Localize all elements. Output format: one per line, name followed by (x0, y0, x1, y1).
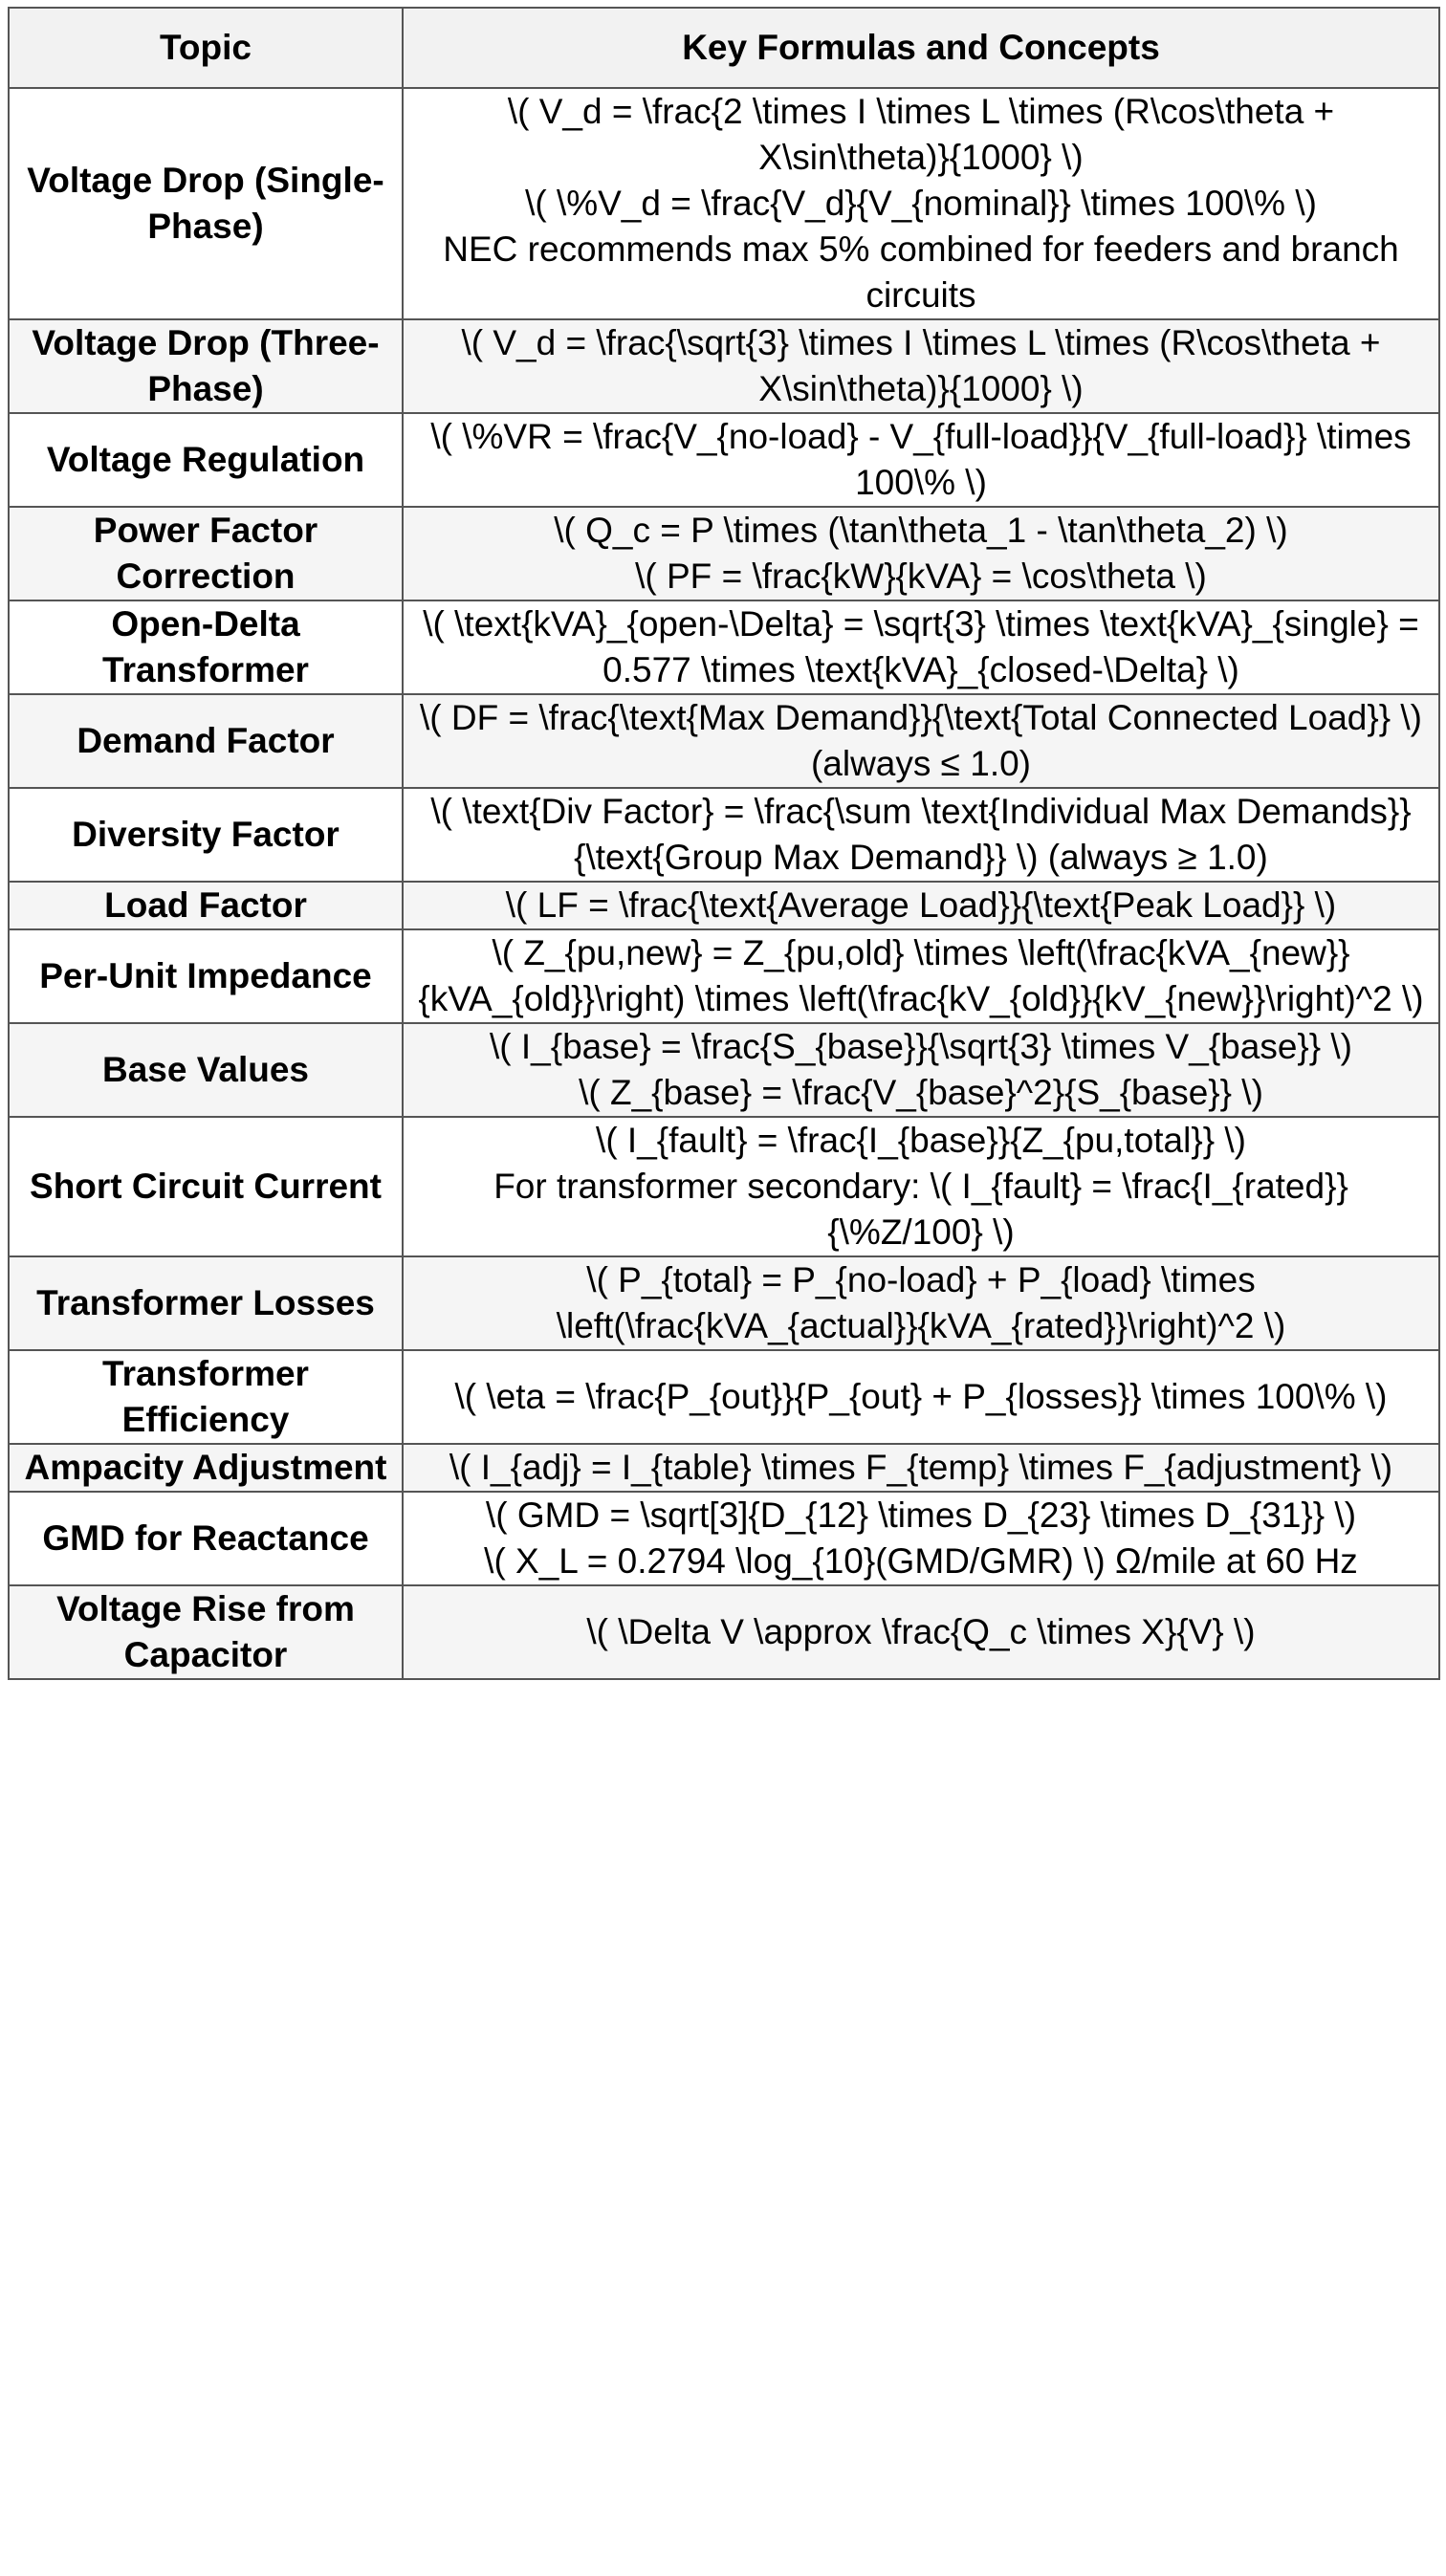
formula-cell (403, 413, 1439, 507)
formula-line: \( I_{fault} = \frac{I_{base}}{Z_{pu,total}} \) (596, 1121, 1246, 1160)
topic-cell: Diversity Factor (9, 788, 403, 882)
topic-cell: Open-Delta Transformer (9, 600, 403, 694)
formula-line: \( X_L = 0.2794 \log_{10}(GMD/GMR) \) Ω/mile at 60 Hz (484, 1541, 1358, 1581)
table-row (9, 600, 1439, 694)
formula-line: For transformer secondary: \( I_{fault} = \frac{I_{rated}}{\%Z/100} \) (493, 1167, 1348, 1252)
topic-cell: Load Factor (9, 882, 403, 929)
header-formulas: Key Formulas and Concepts (403, 8, 1439, 88)
formula-line: \( I_{base} = \frac{S_{base}}{\sqrt{3} \times V_{base}} \) (489, 1027, 1353, 1066)
table-row (9, 88, 1439, 319)
formula-line: \( I_{adj} = I_{table} \times F_{temp} \times F_{adjustment} \) (449, 1448, 1393, 1487)
formula-cell (403, 929, 1439, 1023)
formula-cell (403, 1256, 1439, 1350)
table-row (9, 929, 1439, 1023)
table-header-row (9, 8, 1439, 88)
formula-cell (403, 788, 1439, 882)
formula-line: \( DF = \frac{\text{Max Demand}}{\text{Total Connected Load}} \) (always ≤ 1.0) (420, 698, 1422, 783)
table-row (9, 1444, 1439, 1492)
topic-cell: Voltage Drop (Single-Phase) (9, 88, 403, 319)
formula-cell (403, 1444, 1439, 1492)
topic-cell: Per-Unit Impedance (9, 929, 403, 1023)
formula-cell (403, 1023, 1439, 1117)
formula-line: \( PF = \frac{kW}{kVA} = \cos\theta \) (635, 557, 1207, 596)
topic-cell: GMD for Reactance (9, 1492, 403, 1585)
table-row (9, 1350, 1439, 1444)
formula-line: \( \text{Div Factor} = \frac{\sum \text{Individual Max Demands}}{\text{Group Max Demand}} \) (always ≥ 1.0) (430, 792, 1412, 877)
formula-cell (403, 1492, 1439, 1585)
formula-cell (403, 1117, 1439, 1256)
topic-cell: Voltage Regulation (9, 413, 403, 507)
topic-cell: Voltage Drop (Three-Phase) (9, 319, 403, 413)
formula-cell (403, 694, 1439, 788)
formula-line: \( V_d = \frac{\sqrt{3} \times I \times L \times (R\cos\theta + X\sin\theta)}{1000} \) (461, 323, 1381, 408)
topic-cell: Voltage Rise from Capacitor (9, 1585, 403, 1679)
formula-line: \( GMD = \sqrt[3]{D_{12} \times D_{23} \times D_{31}} \) (485, 1495, 1357, 1535)
table-row (9, 1492, 1439, 1585)
formula-line: \( \%V_d = \frac{V_d}{V_{nominal}} \times 100\% \) (525, 184, 1317, 223)
formula-line: \( V_d = \frac{2 \times I \times L \times (R\cos\theta + X\sin\theta)}{1000} \) (507, 92, 1335, 177)
formula-cell (403, 319, 1439, 413)
formula-table (8, 7, 1440, 1680)
table-row (9, 788, 1439, 882)
header-topic: Topic (9, 8, 403, 88)
table-row (9, 1117, 1439, 1256)
table-row (9, 507, 1439, 600)
topic-cell: Demand Factor (9, 694, 403, 788)
table-row (9, 413, 1439, 507)
formula-line: \( \text{kVA}_{open-\Delta} = \sqrt{3} \times \text{kVA}_{single} = 0.577 \times \text{kVA}_{closed-\Delta} \) (423, 604, 1419, 689)
topic-cell: Transformer Losses (9, 1256, 403, 1350)
formula-cell (403, 1585, 1439, 1679)
formula-cell (403, 882, 1439, 929)
table-row (9, 1256, 1439, 1350)
table-row (9, 694, 1439, 788)
topic-cell: Short Circuit Current (9, 1117, 403, 1256)
table-row (9, 319, 1439, 413)
table-row (9, 1023, 1439, 1117)
formula-line: \( \%VR = \frac{V_{no-load} - V_{full-load}}{V_{full-load}} \times 100\% \) (430, 417, 1412, 502)
formula-cell (403, 507, 1439, 600)
table-row (9, 1585, 1439, 1679)
formula-cell (403, 600, 1439, 694)
table-row (9, 882, 1439, 929)
formula-line: \( Z_{base} = \frac{V_{base}^2}{S_{base}} \) (579, 1073, 1263, 1112)
formula-cell (403, 88, 1439, 319)
formula-line: \( Q_c = P \times (\tan\theta_1 - \tan\theta_2) \) (554, 511, 1288, 550)
formula-cell (403, 1350, 1439, 1444)
formula-line: NEC recommends max 5% combined for feeders and branch circuits (443, 229, 1399, 315)
topic-cell: Base Values (9, 1023, 403, 1117)
topic-cell: Power Factor Correction (9, 507, 403, 600)
topic-cell: Transformer Efficiency (9, 1350, 403, 1444)
formula-line: \( P_{total} = P_{no-load} + P_{load} \times \left(\frac{kVA_{actual}}{kVA_{rated}}\right)^2 \) (556, 1260, 1286, 1345)
formula-line: \( \eta = \frac{P_{out}}{P_{out} + P_{losses}} \times 100\% \) (454, 1377, 1388, 1416)
topic-cell: Ampacity Adjustment (9, 1444, 403, 1492)
formula-line: \( LF = \frac{\text{Average Load}}{\text{Peak Load}} \) (505, 885, 1337, 925)
formula-line: \( \Delta V \approx \frac{Q_c \times X}{V} \) (586, 1612, 1256, 1651)
formula-line: \( Z_{pu,new} = Z_{pu,old} \times \left(\frac{kVA_{new}}{kVA_{old}}\right) \times \left(\frac{kV_{old}}{kV_{new}}\right)^2 \) (418, 933, 1424, 1018)
